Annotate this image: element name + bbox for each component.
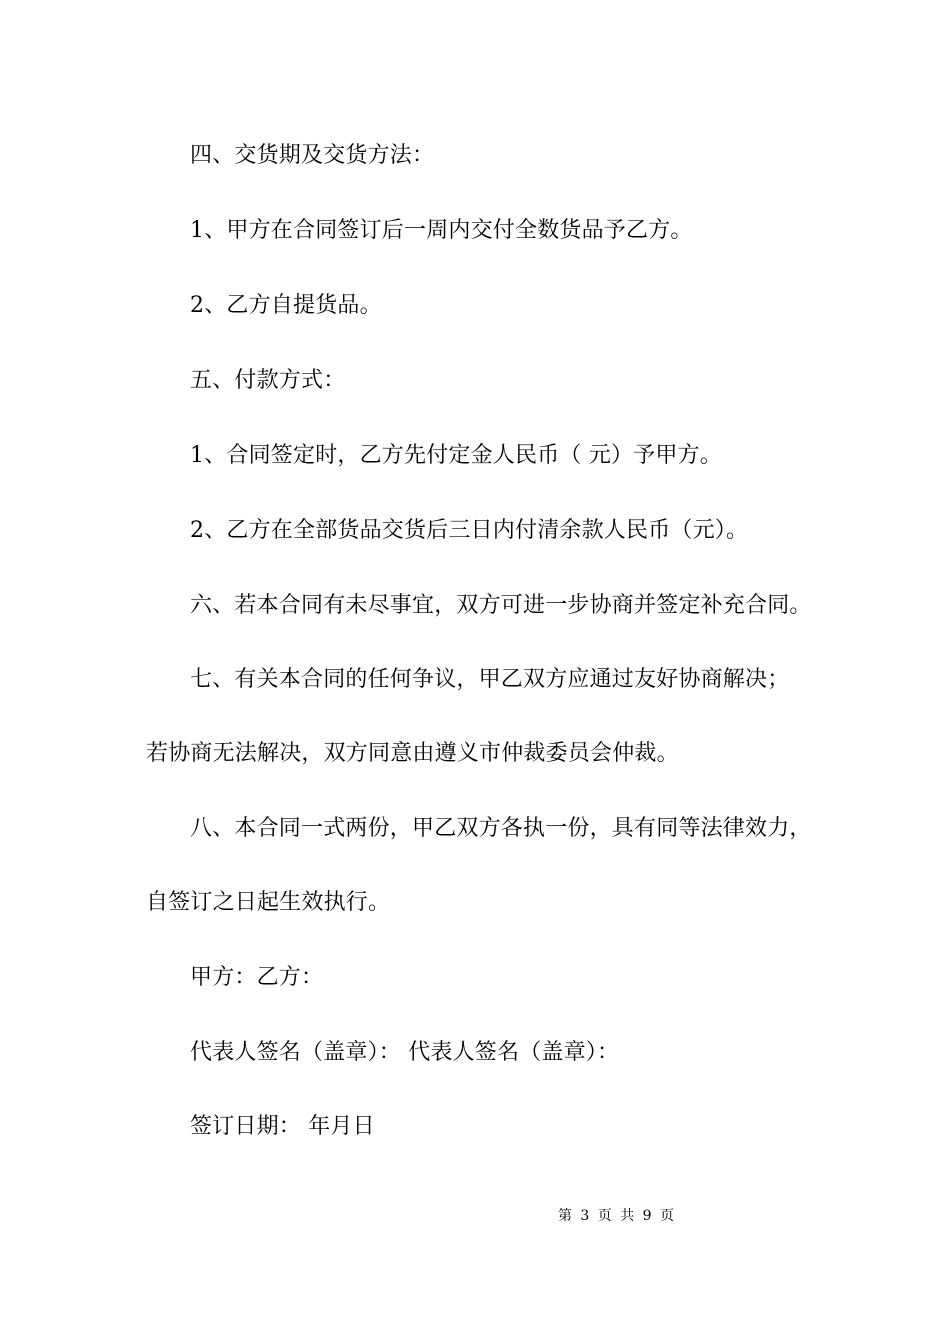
- section-four-heading: 四、交货期及交货方法：: [190, 143, 435, 168]
- section-seven-line-1: 七、有关本合同的任何争议，甲乙双方应通过友好协商解决；: [190, 667, 790, 692]
- section-eight-line-2: 自签订之日起生效执行。: [146, 890, 391, 915]
- clause-4-2: 2、乙方自提货品。: [190, 293, 382, 318]
- section-five-heading: 五、付款方式：: [190, 368, 346, 393]
- clause-4-1: 1、甲方在合同签订后一周内交付全数货品予乙方。: [190, 218, 693, 243]
- section-six: 六、若本合同有未尽事宜，双方可进一步协商并签定补充合同。: [190, 593, 812, 618]
- section-seven-line-2: 若协商无法解决，双方同意由遵义市仲裁委员会仲裁。: [146, 741, 679, 766]
- clause-5-1: 1、合同签定时，乙方先付定金人民币（ 元）予甲方。: [190, 443, 722, 468]
- page-number: 第 3 页 共 9 页: [557, 1208, 677, 1224]
- section-eight-line-1: 八、本合同一式两份，甲乙双方各执一份，具有同等法律效力，: [190, 816, 812, 841]
- party-labels: 甲方：乙方：: [190, 965, 324, 990]
- representative-signature-line: 代表人签名（盖章）： 代表人签名（盖章）：: [190, 1040, 620, 1065]
- signing-date-line: 签订日期： 年月日: [190, 1114, 375, 1139]
- clause-5-2: 2、乙方在全部货品交货后三日内付清余款人民币（元）。: [190, 518, 749, 543]
- page-footer: [0, 1206, 950, 1226]
